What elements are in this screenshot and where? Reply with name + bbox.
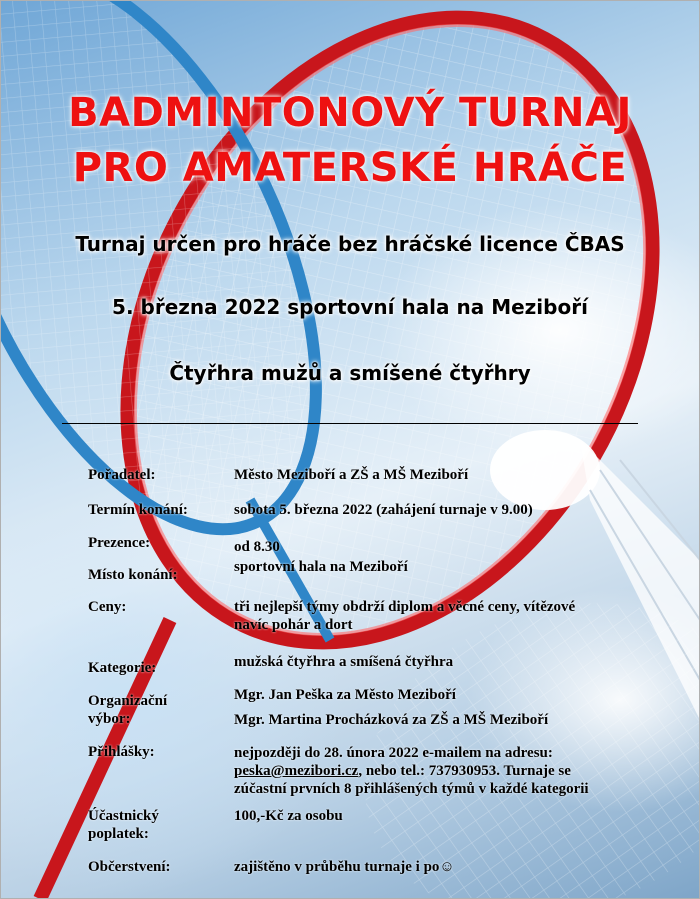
horizontal-divider [62,423,638,424]
prizes-label: Ceny: [88,599,127,615]
poster-title-line2: PRO AMATERSKÉ HRÁČE [72,145,628,191]
committee-label-line2: výbor: [88,711,131,727]
prizes-value-line2: navíc pohár a dort [234,617,353,633]
committee-member-2: Mgr. Martina Procházková za ZŠ a MŠ Meziboří [234,712,549,728]
registration-phone-text: , nebo tel.: 737930953. Turnaje se [358,763,571,779]
registration-label: Přihlášky: [88,744,155,760]
venue-value: sportovní hala na Meziboří [234,559,408,575]
organizer-label: Pořadatel: [88,467,156,483]
fee-label-line1: Účastnický [88,808,159,824]
fee-value: 100,-Kč za osobu [234,808,343,824]
registration-email-link[interactable]: peska@mezibori.cz [234,763,359,779]
fee-label-line2: poplatek: [88,826,149,842]
organizer-value: Město Meziboří a ZŠ a MŠ Meziboří [234,467,469,483]
registration-line2 [234,762,654,780]
date-value: sobota 5. března 2022 (zahájení turnaje v 9.00) [234,502,533,518]
presence-value: od 8.30 [234,539,280,555]
venue-label: Místo konání: [88,567,178,583]
prizes-value-line1: tři nejlepší týmy obdrží diplom a věcné ceny, vítězové [234,599,576,615]
registration-line3: zúčastní prvních 8 přihlášených týmů v každé kategorii [234,781,589,797]
presence-label: Prezence: [88,535,151,551]
disciplines-subtitle: Čtyřhra mužů a smíšené čtyřhry [169,361,531,385]
date-label: Termín konání: [88,502,188,518]
date-place-subtitle: 5. března 2022 sportovní hala na Meziboří [112,295,588,319]
registration-line1: nejpozději do 28. února 2022 e-mailem na adresu: [234,745,553,761]
refreshments-value: zajištěno v průběhu turnaje i po☺ [234,859,455,875]
refreshments-label: Občerstvení: [88,859,171,875]
category-label: Kategorie: [88,660,157,676]
committee-member-1: Mgr. Jan Peška za Město Meziboří [234,687,456,703]
category-value: mužská čtyřhra a smíšená čtyřhra [234,654,454,670]
poster-title-line1: BADMINTONOVÝ TURNAJ [68,90,632,136]
license-subtitle: Turnaj určen pro hráče bez hráčské licence ČBAS [75,232,625,256]
committee-label-line1: Organizační [88,693,168,709]
